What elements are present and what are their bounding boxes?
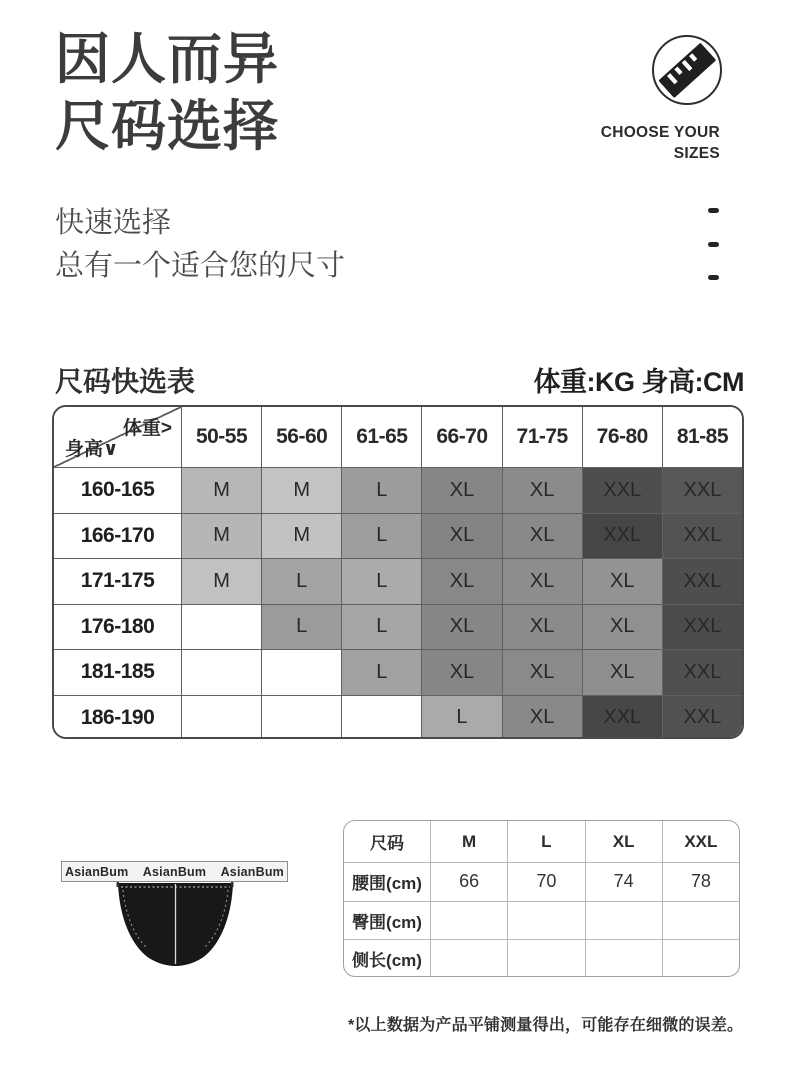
measurement-column-header: M: [430, 821, 507, 862]
measurement-value: [662, 901, 739, 940]
size-cell: XXL: [662, 695, 742, 740]
size-cell: XL: [502, 558, 582, 604]
size-cell: XL: [502, 604, 582, 650]
corner-weight-label: 体重>: [122, 418, 172, 439]
measurement-row: [344, 901, 739, 940]
weight-column-header: 76-80: [582, 407, 662, 467]
height-range-label: 171-175: [54, 558, 181, 604]
size-cell: L: [421, 695, 501, 740]
decor-dash: [708, 208, 719, 213]
measurement-value: [430, 939, 507, 977]
size-cell: XL: [502, 467, 582, 513]
measurement-value: [430, 901, 507, 940]
measurement-column-header: 尺码: [370, 834, 404, 853]
size-cell: XXL: [662, 558, 742, 604]
size-cell: L: [341, 604, 421, 650]
size-cell: L: [341, 649, 421, 695]
measurement-value: 78: [662, 862, 739, 901]
badge-caption-line2: SIZES: [673, 145, 720, 162]
measurement-value: [585, 901, 662, 940]
decor-dash: [708, 275, 719, 280]
size-cell: L: [261, 558, 341, 604]
size-cell: [181, 604, 261, 650]
measurement-row: [344, 939, 739, 977]
size-cell: XL: [421, 467, 501, 513]
size-cell: M: [261, 513, 341, 559]
size-cell: [261, 649, 341, 695]
decor-dash: [708, 242, 719, 247]
size-chart-row: [54, 695, 742, 740]
size-cell: XL: [421, 604, 501, 650]
size-chart-row: [54, 467, 742, 513]
product-waistband: [61, 861, 288, 882]
size-cell: XXL: [582, 467, 662, 513]
page-title-line2: 尺码选择: [55, 95, 280, 157]
measurement-row-label: 臀围(cm): [344, 901, 430, 940]
ruler-badge: [652, 35, 722, 105]
size-cell: M: [181, 467, 261, 513]
size-cell: L: [341, 558, 421, 604]
measurement-row: [344, 862, 739, 901]
section-title: 尺码快选表: [55, 366, 196, 397]
size-cell: XXL: [662, 649, 742, 695]
measurement-value: [507, 939, 584, 977]
size-cell: L: [261, 604, 341, 650]
size-chart-row: [54, 649, 742, 695]
weight-column-header: 71-75: [502, 407, 582, 467]
subtitle-line2: 总有一个适合您的尺寸: [55, 250, 346, 282]
measurement-value: 74: [585, 862, 662, 901]
size-cell: [261, 695, 341, 740]
size-cell: XXL: [662, 513, 742, 559]
height-range-label: 186-190: [54, 695, 181, 740]
size-chart-row: [54, 558, 742, 604]
size-cell: L: [341, 513, 421, 559]
brand-label: AsianBum: [65, 864, 129, 879]
section-head: [55, 360, 744, 400]
size-cell: XL: [421, 513, 501, 559]
size-cell: [181, 695, 261, 740]
measurement-row-label: 腰围(cm): [344, 862, 430, 901]
subtitle: [55, 202, 345, 288]
units-note: 体重:KG 身高:CM: [533, 367, 744, 397]
measurement-value: [662, 939, 739, 977]
footnote: *以上数据为产品平铺测量得出，可能存在细微的误差。: [348, 1017, 744, 1034]
weight-column-header: 66-70: [421, 407, 501, 467]
height-range-label: 160-165: [54, 467, 181, 513]
measurement-value: 66: [430, 862, 507, 901]
height-range-label: 176-180: [54, 604, 181, 650]
size-cell: XL: [421, 649, 501, 695]
brand-label: AsianBum: [142, 864, 207, 879]
size-cell: M: [181, 513, 261, 559]
height-range-label: 181-185: [54, 649, 181, 695]
size-cell: XXL: [662, 467, 742, 513]
corner-height-label: 身高∨: [65, 439, 119, 460]
size-cell: M: [181, 558, 261, 604]
badge-caption: [601, 122, 720, 164]
size-cell: XL: [421, 558, 501, 604]
measurement-column-header: XXL: [662, 821, 739, 862]
weight-column-header: 61-65: [341, 407, 421, 467]
size-chart-header-row: [54, 407, 742, 467]
measurement-header-row: [344, 821, 739, 862]
height-range-label: 166-170: [54, 513, 181, 559]
size-chart-row: [54, 513, 742, 559]
size-cell: XL: [582, 558, 662, 604]
page-title-line1: 因人而异: [55, 28, 280, 90]
measurement-column-header: XL: [585, 821, 662, 862]
size-cell: [341, 695, 421, 740]
brand-label: AsianBum: [220, 864, 284, 879]
measurement-value: [507, 901, 584, 940]
size-chart-table: [52, 405, 744, 739]
page-title: [55, 26, 279, 160]
size-chart-row: [54, 604, 742, 650]
size-cell: XL: [502, 513, 582, 559]
measurement-table: [343, 820, 740, 977]
badge-caption-line1: CHOOSE YOUR: [600, 124, 720, 141]
size-cell: XL: [582, 604, 662, 650]
size-cell: [181, 649, 261, 695]
corner-cell: [54, 407, 181, 467]
weight-column-header: 81-85: [662, 407, 742, 467]
size-cell: XXL: [582, 695, 662, 740]
size-cell: M: [261, 467, 341, 513]
size-cell: L: [341, 467, 421, 513]
size-cell: XL: [582, 649, 662, 695]
size-cell: XXL: [582, 513, 662, 559]
size-cell: XXL: [662, 604, 742, 650]
weight-column-header: 50-55: [181, 407, 261, 467]
measurement-row-label: 侧长(cm): [344, 939, 430, 977]
measurement-value: [585, 939, 662, 977]
measurement-column-header: L: [507, 821, 584, 862]
weight-column-header: 56-60: [261, 407, 341, 467]
size-cell: XL: [502, 695, 582, 740]
subtitle-line1: 快速选择: [55, 207, 172, 239]
ruler-icon: [654, 37, 720, 103]
size-cell: XL: [502, 649, 582, 695]
measurement-value: 70: [507, 862, 584, 901]
